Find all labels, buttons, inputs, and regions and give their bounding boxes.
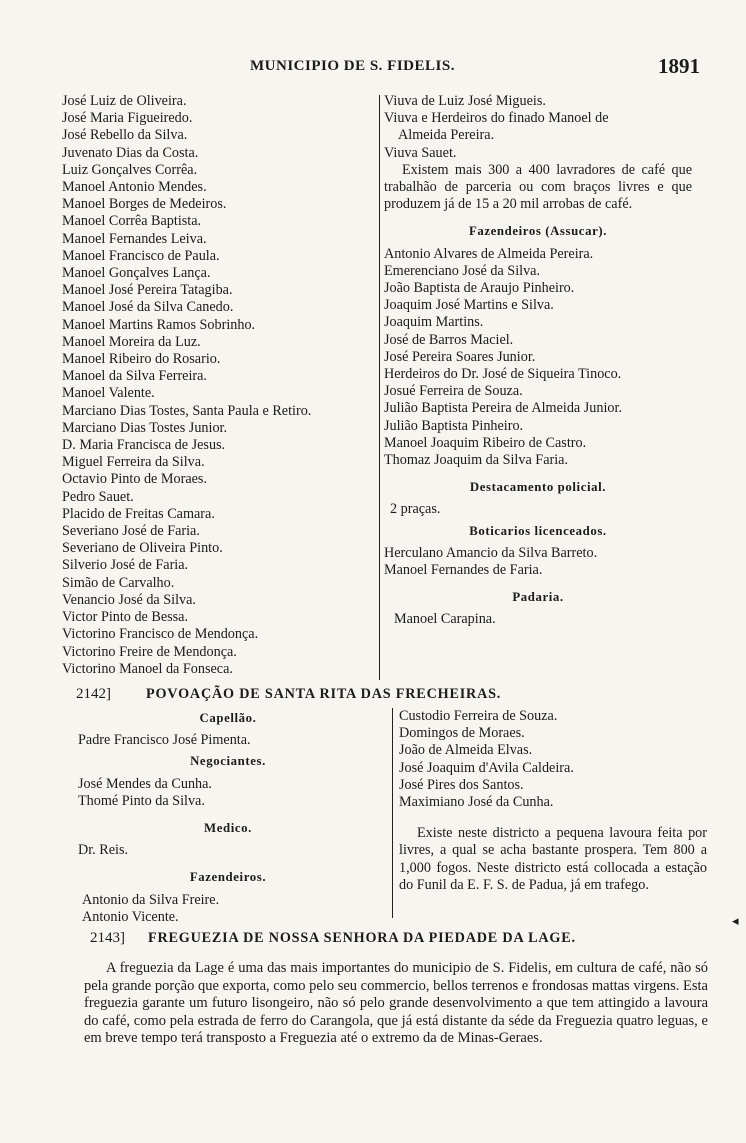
list-item: Manoel Martins Ramos Sobrinho.	[62, 316, 256, 333]
list-item: José Luiz de Oliveira.	[62, 93, 187, 109]
boticarios-heading: Boticarios licenceados.	[469, 523, 607, 538]
list-item: Manoel Francisco de Paula.	[62, 247, 220, 264]
fazendeiros-assucar-list	[384, 246, 692, 470]
list-item: Luiz Gonçalves Corrêa.	[62, 161, 198, 178]
list-item: Pedro Sauet.	[62, 488, 134, 505]
list-item: José Pereira Soares Junior.	[384, 348, 536, 365]
list-item: Manoel Fernandes de Faria.	[384, 562, 543, 579]
list-item: Manoel da Silva Ferreira.	[62, 368, 207, 385]
list-item: Viuva de Luiz José Migueis.	[384, 93, 546, 109]
list-item: Thomaz Joaquim da Silva Faria.	[384, 452, 569, 469]
list-item: Custodio Ferreira de Souza.	[399, 708, 558, 724]
list-item: Severiano de Oliveira Pinto.	[62, 540, 223, 557]
negociantes-heading: Negociantes.	[190, 754, 266, 769]
list-item: José Pires dos Santos.	[399, 776, 524, 793]
list-item: Manoel Valente.	[62, 385, 155, 402]
list-item: Victorino Manoel da Fonseca.	[62, 660, 233, 677]
entry-number: 2142]	[76, 686, 111, 702]
list-item: Placido de Freitas Camara.	[62, 505, 215, 522]
list-item: José Maria Figueiredo.	[62, 110, 193, 127]
list-item: Herculano Amancio da Silva Barreto.	[384, 544, 598, 561]
list-item: Julião Baptista Pinheiro.	[384, 417, 524, 434]
list-item: Viuva e Herdeiros do finado Manoel de	[384, 110, 609, 127]
list-item: Manoel Corrêa Baptista.	[62, 213, 202, 230]
column-divider-top	[379, 95, 380, 680]
negociantes-list	[78, 776, 378, 810]
list-item: Manoel Ribeiro do Rosario.	[62, 351, 221, 368]
padaria-list	[384, 611, 692, 628]
list-item: Victorino Freire de Mendonça.	[62, 643, 237, 660]
entry-2142-right	[399, 708, 707, 894]
medico-list	[78, 842, 378, 859]
list-item: Manoel Moreira da Luz.	[62, 333, 201, 350]
list-item: Manoel José Pereira Tatagiba.	[62, 282, 233, 299]
list-item: Thomé Pinto da Silva.	[78, 792, 205, 809]
list-item: Emerenciano José da Silva.	[384, 262, 541, 279]
fazendeiros-list	[78, 892, 378, 926]
list-item: Herdeiros do Dr. José de Siqueira Tinoco.	[384, 366, 622, 383]
list-item: Joaquim José Martins e Silva.	[384, 297, 554, 314]
list-item: Marciano Dias Tostes Junior.	[62, 419, 228, 436]
padaria-heading: Padaria.	[512, 590, 564, 605]
left-name-list	[62, 93, 380, 678]
list-item: Silverio José de Faria.	[62, 557, 189, 574]
entry-2143-title	[90, 930, 576, 947]
list-item: Domingos de Moraes.	[399, 725, 525, 742]
capellao-list	[78, 732, 378, 749]
lage-paragraph: A freguezia da Lage é uma das mais importantes do municipio de S. Fidelis, em cultura de café, não só pela grande porção que exporta, como pelo seu commercio, bellos terrenos e frondosas mattas virgens. Esta freguezia garante um futuro lisongeiro, não só pelo grande desenvolvimento a que tem attingido a lavoura do café, como pela estrada de ferro do Carangola, que já está distante da séde da Freguezia quatro leguas, e em breve tempo terá transposto a Freguezia até o extremo da de Minas-Geraes.	[84, 960, 708, 1046]
list-item: Simão de Carvalho.	[62, 574, 175, 591]
list-item: Manoel Antonio Mendes.	[62, 179, 207, 196]
running-title: MUNICIPIO DE S. FIDELIS.	[250, 58, 455, 74]
list-item: Antonio da Silva Freire.	[82, 891, 220, 908]
destacamento-heading: Destacamento policial.	[469, 480, 607, 495]
list-item: Joaquim Martins.	[384, 314, 484, 331]
list-item: Padre Francisco José Pimenta.	[78, 732, 251, 749]
list-item: Octavio Pinto de Moraes.	[62, 471, 207, 488]
list-item: João Baptista de Araujo Pinheiro.	[384, 280, 575, 297]
medico-heading: Medico.	[204, 821, 252, 836]
districto-paragraph: Existe neste districto a pequena lavoura feita por livres, a qual se acha bastante prospera. Tem 800 a 1,000 fogos. Neste districto está collocada a estação do Funil da E. F. S. de Padua, já em trafego.	[399, 825, 707, 893]
page-number: 1891	[658, 54, 700, 78]
destacamento-text: 2 praças.	[390, 501, 441, 518]
list-item: Antonio Alvares de Almeida Pereira.	[384, 245, 594, 262]
list-item: Venancio José da Silva.	[62, 591, 196, 608]
right-column-top	[384, 93, 692, 629]
list-item: Severiano José de Faria.	[62, 523, 200, 540]
widow-list	[384, 93, 692, 162]
list-item: Juvenato Dias da Costa.	[62, 144, 199, 161]
list-item: Almeida Pereira.	[398, 127, 495, 144]
list-item: Miguel Ferreira da Silva.	[62, 454, 205, 471]
column-divider-bottom	[392, 708, 393, 918]
list-item: Manoel Carapina.	[394, 611, 496, 628]
list-item: Antonio Vicente.	[82, 908, 179, 925]
list-item: José Rebello da Silva.	[62, 127, 188, 144]
list-item: Manoel Joaquim Ribeiro de Castro.	[384, 434, 587, 451]
list-item: Viuva Sauet.	[384, 144, 457, 161]
lavradores-paragraph: Existem mais 300 a 400 lavradores de café que trabalhão de parceria ou com braços livres e que produzem já de 15 a 20 mil arrobas de café.	[384, 161, 692, 213]
list-item: Julião Baptista Pereira de Almeida Junior.	[384, 400, 622, 417]
list-item: José de Barros Maciel.	[384, 331, 514, 348]
list-item: Josué Ferreira de Souza.	[384, 383, 523, 400]
list-item: D. Maria Francisca de Jesus.	[62, 437, 226, 454]
entry-2142-name-list	[399, 708, 707, 811]
page-header	[60, 54, 700, 84]
entry-number: 2143]	[90, 930, 125, 946]
capellao-heading: Capellão.	[199, 711, 257, 725]
entry-2142-left	[78, 706, 378, 926]
list-item: Victor Pinto de Bessa.	[62, 609, 189, 626]
list-item: João de Almeida Elvas.	[399, 742, 533, 759]
list-item: Manoel Fernandes Leiva.	[62, 230, 207, 247]
fazendeiros-assucar-heading: Fazendeiros (Assucar).	[468, 224, 608, 239]
entry-2142-title	[76, 686, 501, 703]
entry-heading: POVOAÇÃO DE SANTA RITA DAS FRECHEIRAS.	[146, 686, 502, 702]
list-item: Manoel Gonçalves Lança.	[62, 265, 211, 282]
list-item: Marciano Dias Tostes, Santa Paula e Retiro.	[62, 402, 312, 419]
list-item: Manoel José da Silva Canedo.	[62, 299, 234, 316]
boticarios-list	[384, 545, 692, 579]
fazendeiros-heading: Fazendeiros.	[189, 870, 267, 885]
list-item: Victorino Francisco de Mendonça.	[62, 626, 259, 643]
list-item: José Mendes da Cunha.	[78, 775, 212, 792]
entry-heading: FREGUEZIA DE NOSSA SENHORA DA PIEDADE DA LAGE.	[148, 930, 576, 946]
list-item: José Joaquim d'Avila Caldeira.	[399, 759, 574, 776]
margin-marker-icon: ◂	[732, 913, 739, 928]
list-item: Manoel Borges de Medeiros.	[62, 196, 227, 213]
list-item: Dr. Reis.	[78, 842, 129, 859]
list-item: Maximiano José da Cunha.	[399, 794, 554, 811]
